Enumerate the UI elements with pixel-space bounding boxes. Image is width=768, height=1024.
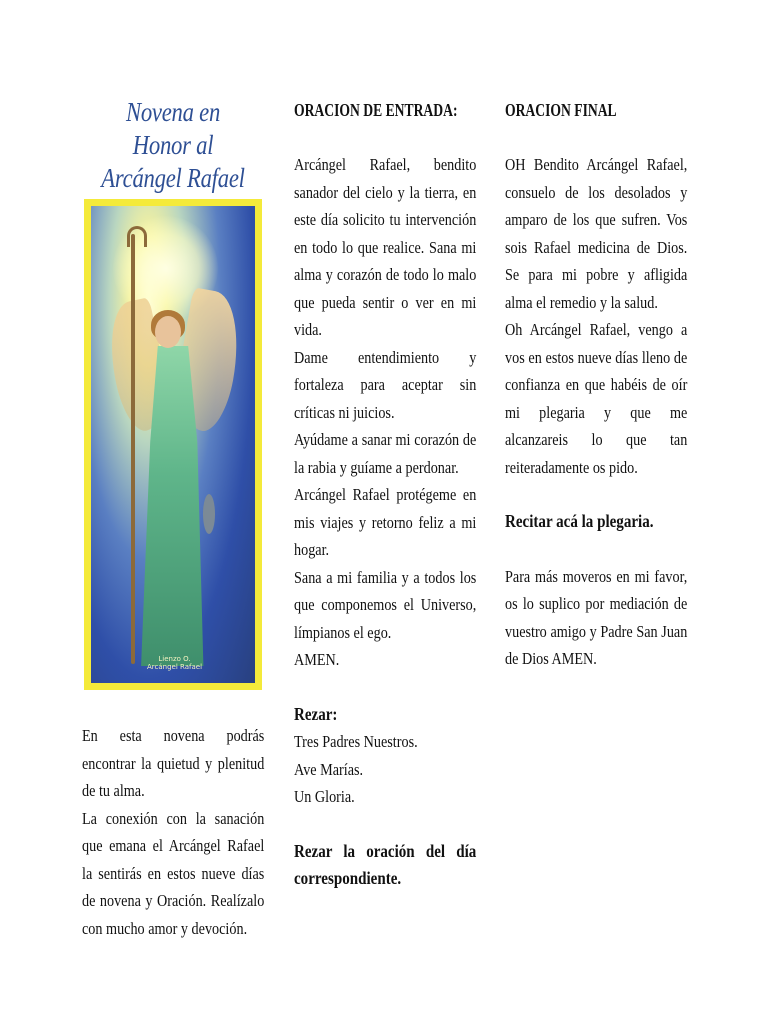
page-title: Novena en Honor al Arcángel Rafael [101, 97, 245, 193]
rezar-item-1: Tres Padres Nuestros. [294, 732, 418, 751]
intro-text [82, 722, 264, 942]
entrada-paragraph-3: Ayúdame a sanar mi corazón de la rabia y guíame a perdonar. [294, 430, 477, 477]
intro-paragraph-1: En esta novena podrás encontrar la quietud y plenitud de tu alma. [82, 726, 265, 800]
archangel-image [84, 199, 262, 690]
staff-crook [127, 226, 147, 247]
image-caption-line2: Arcángel Rafael [147, 663, 203, 671]
archangel-illustration [91, 206, 255, 683]
entrada-paragraph-4: Arcángel Rafael protégeme en mis viajes y retorno feliz a mi hogar. [294, 485, 477, 559]
final-heading: ORACION FINAL [505, 100, 617, 120]
entrada-paragraph-5: Sana a mi familia y a todos los que componemos el Universo, límpianos el ego. [294, 567, 477, 642]
entrada-paragraph-1: Arcángel Rafael, bendito sanador del cielo y la tierra, en este día solicito tu intervención en todo lo que realice. Sana mi alma y corazón de todo lo malo que pueda sentir o ver en mi vida. [294, 155, 477, 339]
image-caption-line1: Lienzo O. [158, 655, 191, 663]
final-paragraph-1: OH Bendito Arcángel Rafael, consuelo de los desolados y amparo de los que sufren. Vos sois Rafael medicina de Dios. Se para mi pobre y afligida alma el remedio y la salud. [505, 155, 688, 312]
image-caption [147, 655, 202, 671]
final-paragraph-2: Oh Arcángel Rafael, vengo a vos en estos nueve días lleno de confianza en que habéis de oír mi plegaria y que me alcanzareis lo que tan reiteradamente os pido. [505, 320, 688, 477]
entrada-heading: ORACION DE ENTRADA: [294, 100, 458, 120]
entrada-amen: AMEN. [294, 650, 340, 669]
oracion-entrada-column [294, 96, 476, 893]
final-paragraph-3: Para más moveros en mi favor, os lo suplico por mediación de vuestro amigo y Padre San Juan de Dios AMEN. [505, 566, 688, 668]
fish [203, 494, 215, 534]
oracion-final-column [505, 96, 687, 673]
staff [131, 234, 135, 664]
rezar-item-3: Un Gloria. [294, 787, 355, 806]
intro-paragraph-2: La conexión con la sanación que emana el Arcángel Rafael la sentirás en estos nueve días de novena y Oración. Realízalo con mucho amor y devoción. [82, 808, 265, 938]
rezar-dia-instruction: Rezar la oración del día correspondiente. [294, 840, 477, 888]
entrada-paragraph-2: Dame entendimiento y fortaleza para aceptar sin críticas ni juicios. [294, 347, 477, 422]
head [155, 316, 181, 348]
rezar-heading: Rezar: [294, 703, 338, 724]
rezar-item-2: Ave Marías. [294, 759, 364, 779]
recitar-instruction: Recitar acá la plegaria. [505, 511, 654, 531]
